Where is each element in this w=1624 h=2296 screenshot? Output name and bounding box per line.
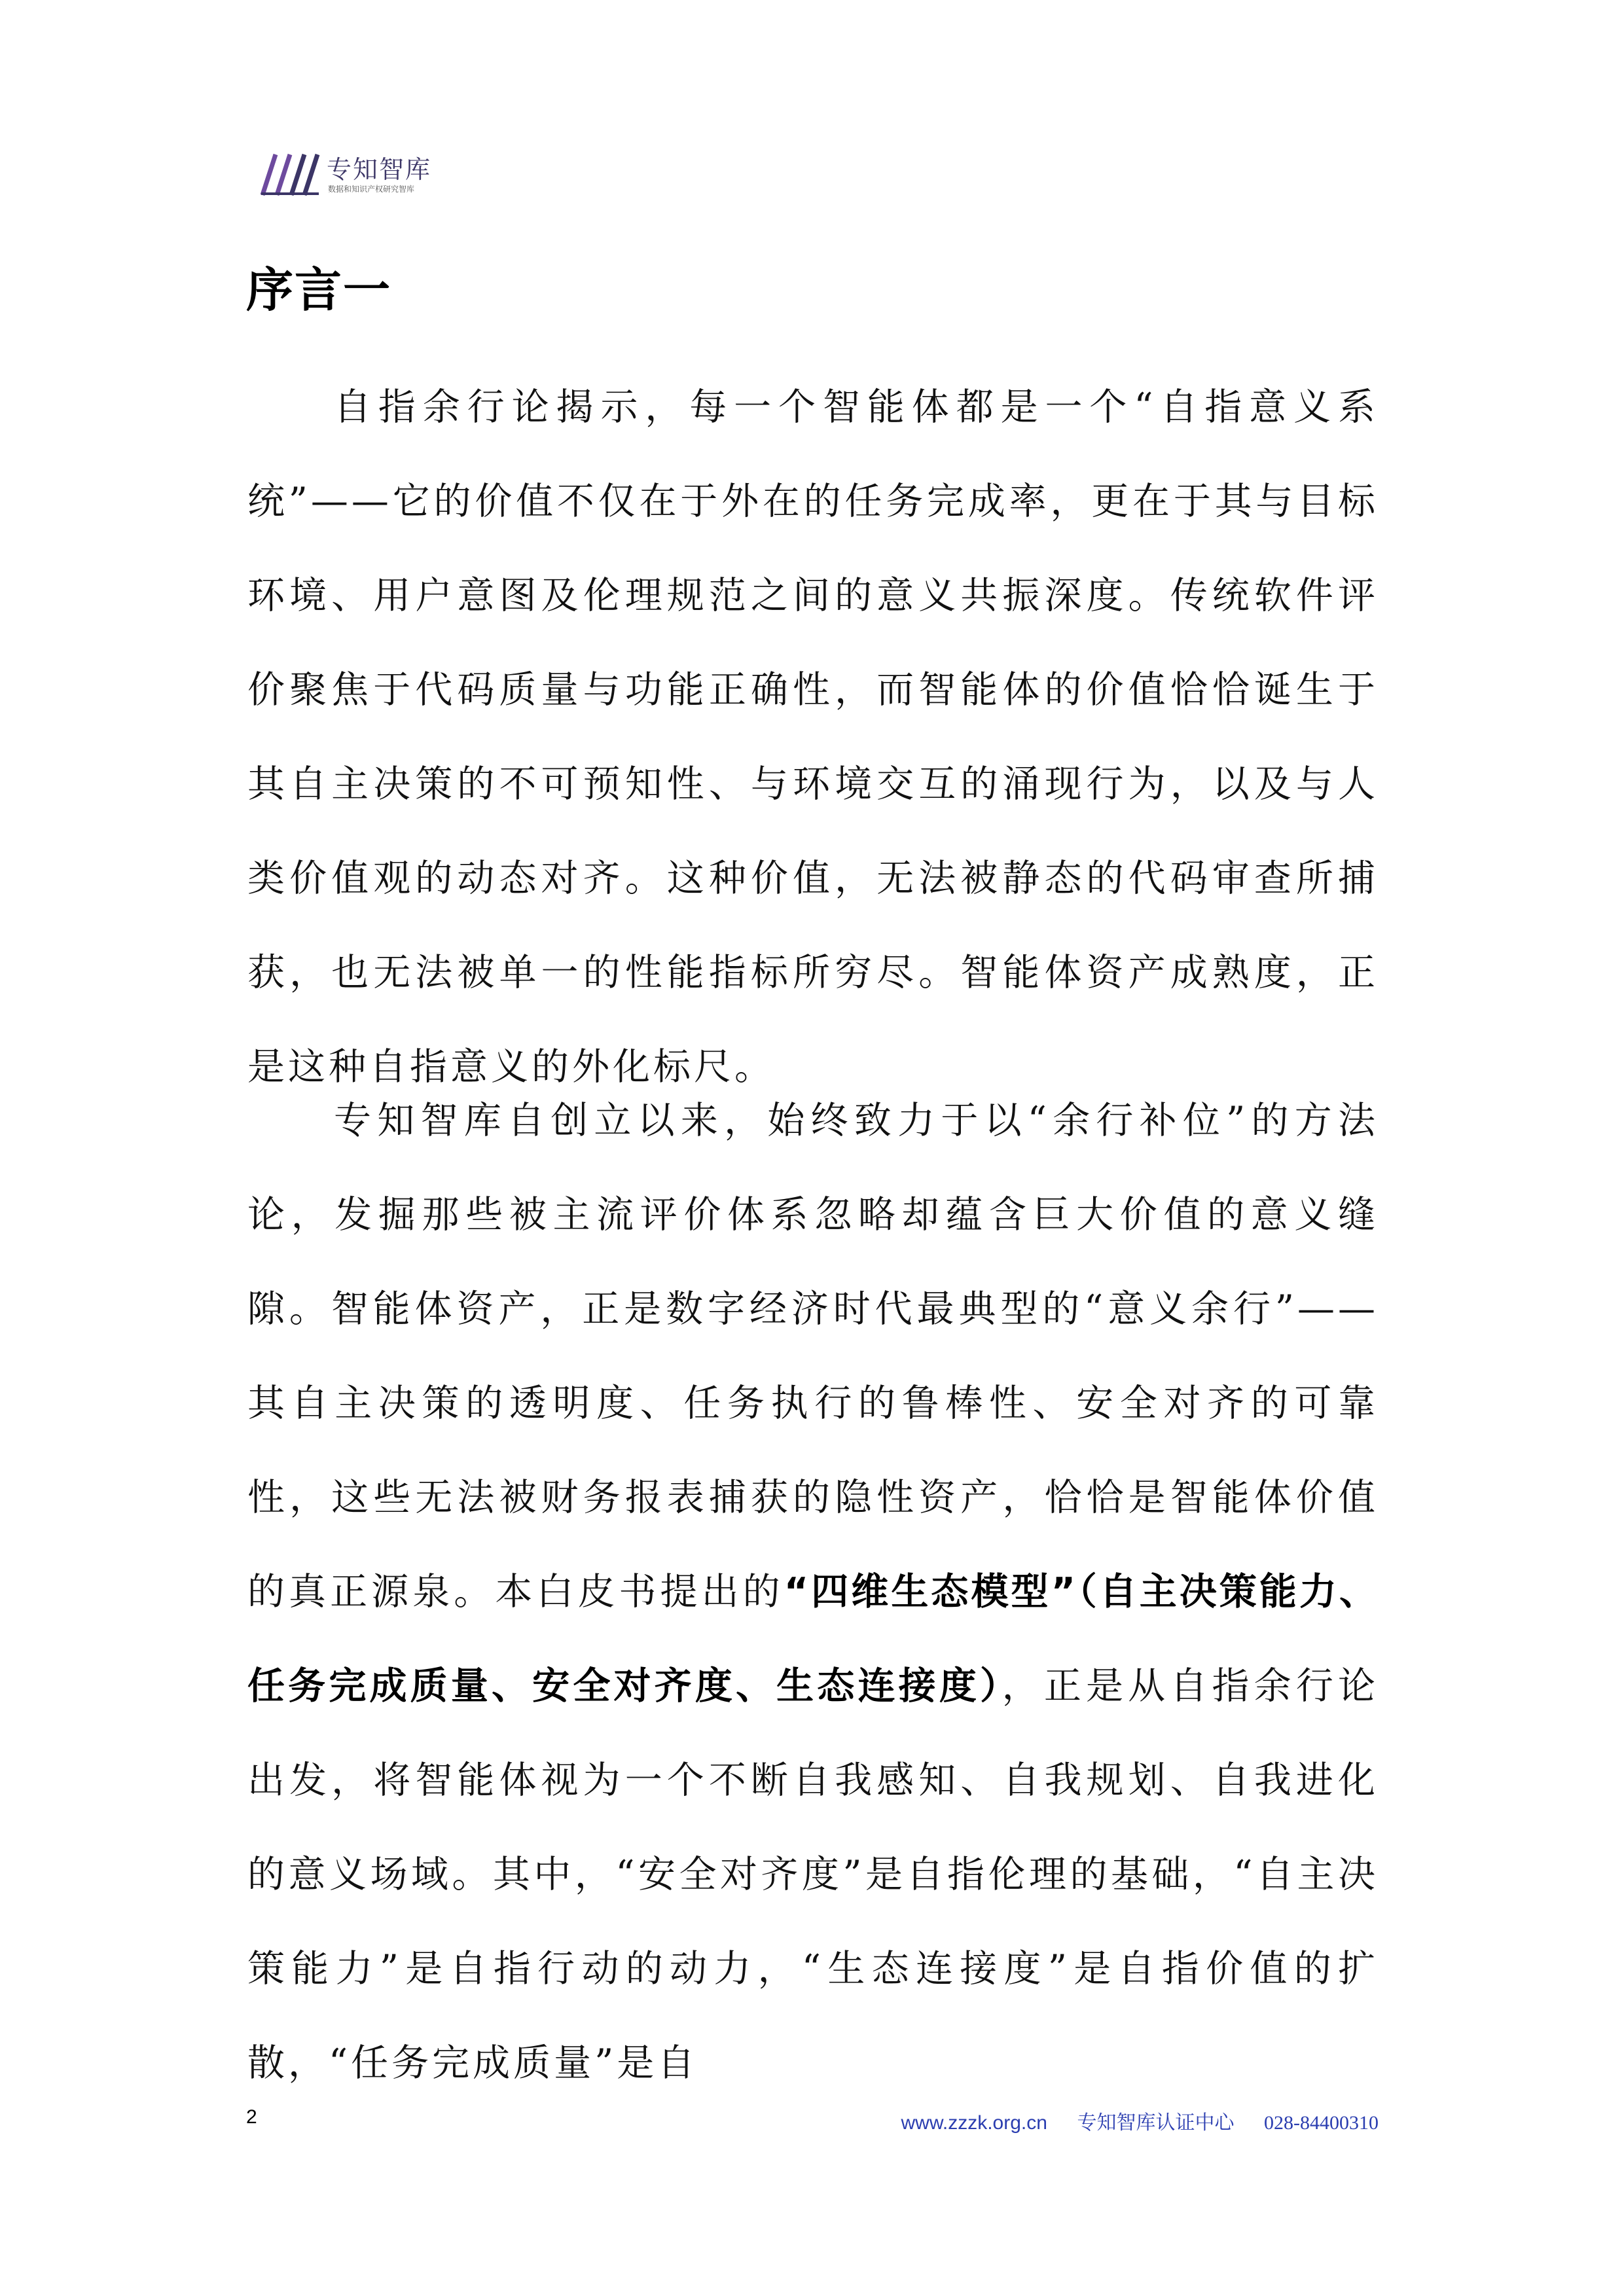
- logo-tagline: 数据和知识产权研究智库: [328, 185, 415, 194]
- page-footer: [0, 2106, 1624, 2139]
- paragraph-2: [247, 1073, 1379, 2110]
- page-number: 2: [246, 2106, 257, 2128]
- footer-contact: [901, 2106, 1379, 2135]
- logo-icon: [259, 152, 321, 198]
- website-link[interactable]: www.zzzk.org.cn: [901, 2112, 1047, 2134]
- brand-logo: [259, 149, 481, 202]
- paragraph-1: 自指余行论揭示，每一个智能体都是一个“自指意义系统”——它的价值不仅在于外在的任务完成率，更在于其与目标环境、用户意图及伦理规范之间的意义共振深度。传统软件评价聚焦于代码质量与功能正确性，而智能体的价值恰恰诞生于其自主决策的不可预知性、与环境交互的涌现行为，以及与人类价值观的动态对齐。这种价值，无法被静态的代码审查所捕获，也无法被单一的性能指标所穷尽。智能体资产成熟度，正是这种自指意义的外化标尺。: [247, 386, 1379, 1088]
- certification-center: 专知智库认证中心: [1077, 2111, 1235, 2134]
- paragraph-2-text-a: 专知智库自创立以来，始终致力于以“余行补位”的方法论，发掘那些被主流评价体系忽略却蕴含巨大价值的意义缝隙。智能体资产，正是数字经济时代最典型的“意义余行”——其自主决策的透明度、任务执行的鲁棒性、安全对齐的可靠性，这些无法被财务报表捕获的隐性资产，恰恰是智能体价值的真正源泉。本白皮书提出的: [247, 1099, 1379, 1613]
- four-dimension-model-highlight: “四维生态模型”（自主决策能力、任务完成质量、安全对齐度、生态连接度）: [247, 1570, 1379, 1708]
- phone-number: 028-84400310: [1264, 2112, 1379, 2134]
- logo-name: 专知智库: [327, 155, 432, 184]
- page-title: 序言一: [246, 262, 392, 317]
- paragraph-2-text-b: ，正是从自指余行论出发，将智能体视为一个不断自我感知、自我规划、自我进化的意义场域。其中，“安全对齐度”是自指伦理的基础，“自主决策能力”是自指行动的动力，“生态连接度”是自指价值的扩散，“任务完成质量”是自: [247, 1664, 1379, 2085]
